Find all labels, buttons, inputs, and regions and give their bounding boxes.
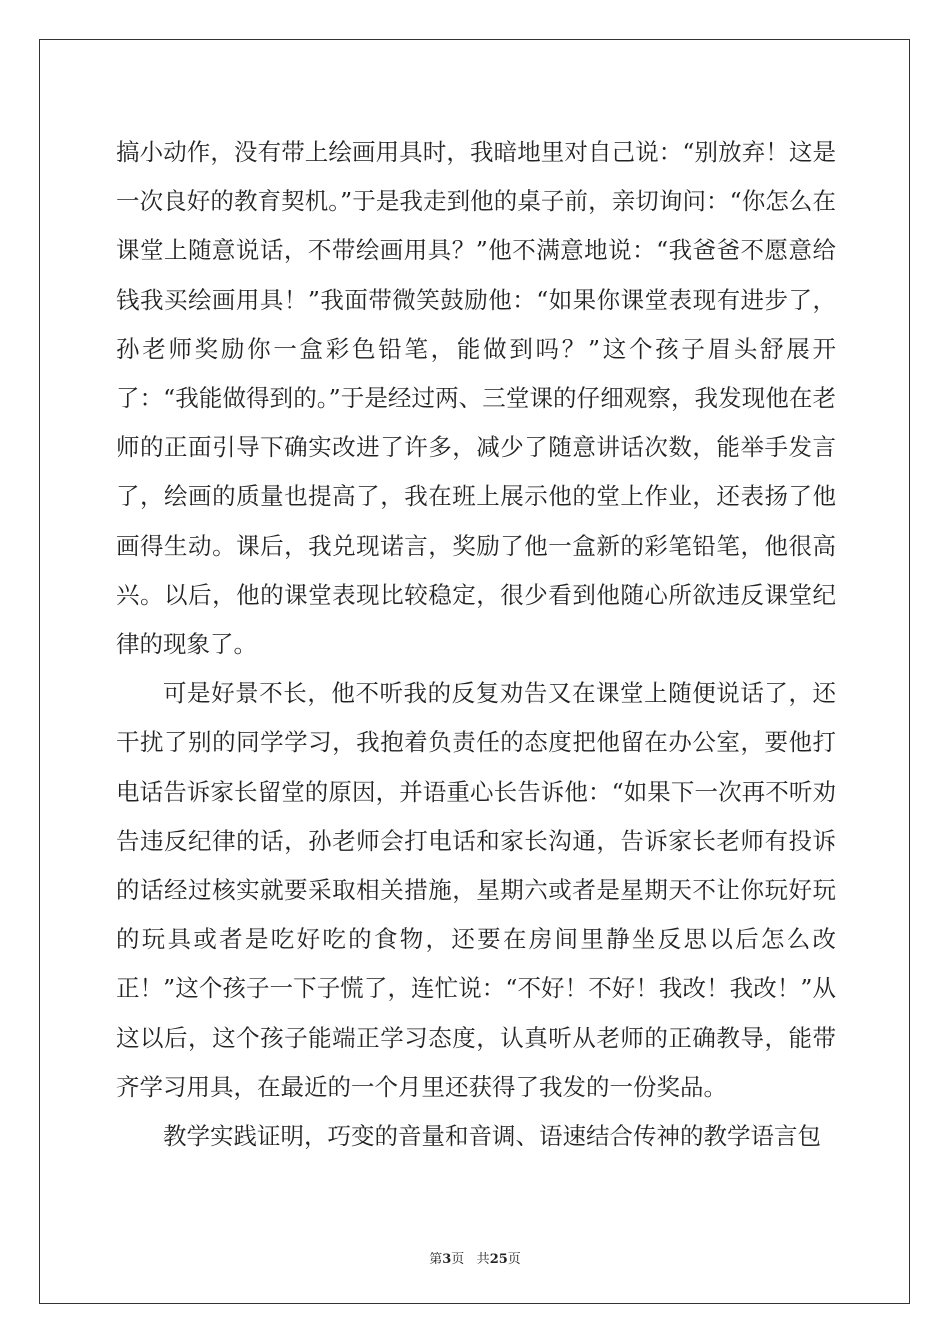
total-prefix: 共 [476, 1252, 490, 1267]
paragraph-1: 搞小动作，没有带上绘画用具时，我暗地里对自己说：“别放弃！这是一次良好的教育契机。”于是我走到他的桌子前，亲切询问：“你怎么在课堂上随意说话，不带绘画用具？”他不满意地说：“我爸爸不愿意给钱我买绘画用具！”我面带微笑鼓励他：“如果你课堂表现有进步了，孙老师奖励你一盒彩色铅笔，能做到吗？”这个孩子眉头舒展开了：“我能做得到的。”于是经过两、三堂课的仔细观察，我发现他在老师的正面引导下确实改进了许多，减少了随意讲话次数，能举手发言了，绘画的质量也提高了，我在班上展示他的堂上作业，还表扬了他画得生动。课后，我兑现诺言，奖励了他一盒新的彩笔铅笔，他很高兴。以后，他的课堂表现比较稳定，很少看到他随心所欲违反课堂纪律的现象了。 [116, 138, 836, 659]
paragraph-2: 可是好景不长，他不听我的反复劝告又在课堂上随便说话了，还干扰了别的同学学习，我抱着负责任的态度把他留在办公室，要他打电话告诉家长留堂的原因，并语重心长告诉他：“如果下一次再不听劝告违反纪律的话，孙老师会打电话和家长沟通，告诉家长老师有投诉的话经过核实就要采取相关措施，星期六或者是星期天不让你玩好玩的玩具或者是吃好吃的食物，还要在房间里静坐反思以后怎么改正！”这个孩子一下子慌了，连忙说：“不好！不好！我改！我改！”从这以后，这个孩子能端正学习态度，认真听从老师的正确教导，能带齐学习用具，在最近的一个月里还获得了我发的一份奖品。 [116, 679, 836, 1101]
paragraph-3: 教学实践证明，巧变的音量和音调、语速结合传神的教学语言包 [163, 1122, 821, 1151]
page-number: 3 [442, 1252, 452, 1267]
page-unit: 页 [451, 1252, 465, 1267]
total-pages: 25 [489, 1252, 508, 1267]
total-unit: 页 [507, 1252, 521, 1267]
page-footer [0, 1248, 950, 1267]
document-body [116, 128, 836, 1161]
page-prefix: 第 [429, 1252, 443, 1267]
